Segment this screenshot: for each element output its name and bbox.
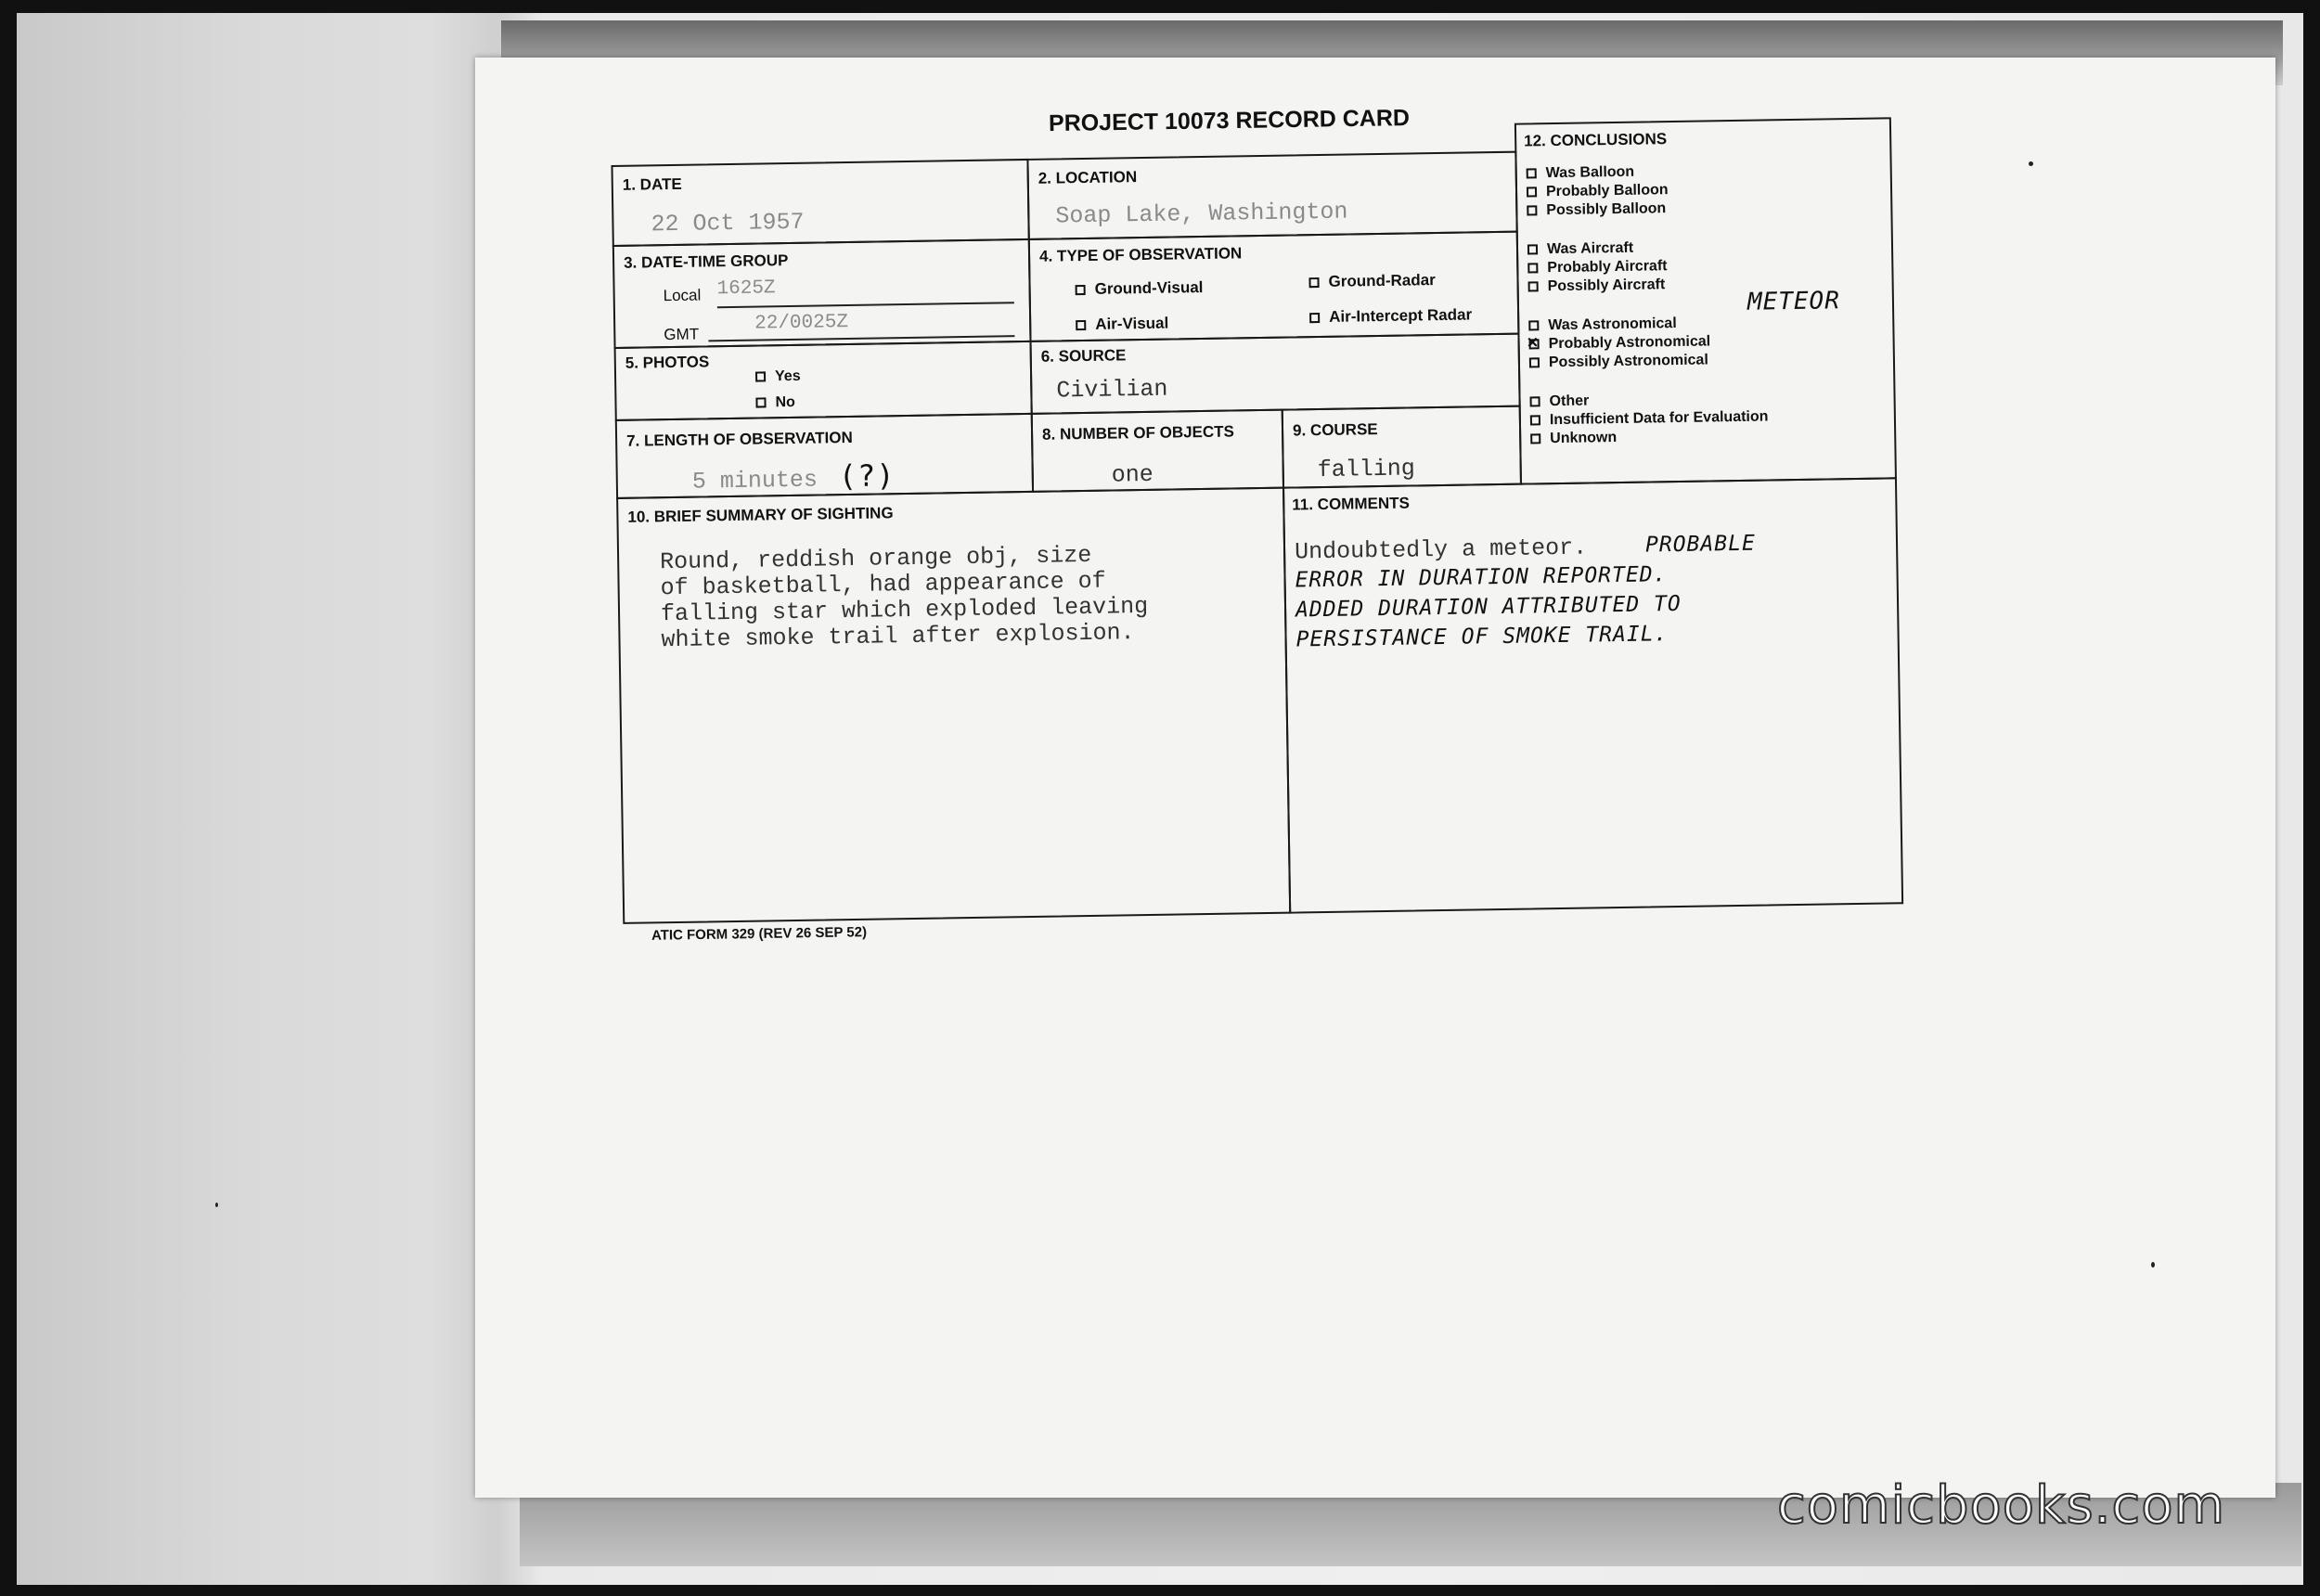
comments-handwritten: PROBABLE xyxy=(1644,531,1757,558)
checkbox-icon xyxy=(1530,416,1540,426)
checkbox-icon xyxy=(1308,277,1319,288)
comments-cell xyxy=(1282,477,1903,913)
date-label: 1. DATE xyxy=(622,174,682,194)
checkbox-icon xyxy=(1527,187,1537,198)
summary-line: Round, reddish orange obj, size xyxy=(659,541,1092,576)
objects-label: 8. NUMBER OF OBJECTS xyxy=(1041,422,1235,444)
dtg-label: 3. DATE-TIME GROUP xyxy=(623,251,789,272)
location-value: Soap Lake, Washington xyxy=(1055,198,1348,230)
checkbox-icon xyxy=(1527,264,1538,274)
conclusion-option[interactable]: Possibly Astronomical xyxy=(1529,352,1708,371)
dtg-gmt-value: 22/0025Z xyxy=(754,312,849,335)
source-value: Civilian xyxy=(1056,375,1168,405)
checkbox-icon xyxy=(1528,282,1539,292)
comments-handwritten: PERSISTANCE OF SMOKE TRAIL. xyxy=(1295,622,1669,652)
conclusion-option[interactable]: Other xyxy=(1529,393,1589,410)
obs-air-intercept-radar[interactable]: Air-Intercept Radar xyxy=(1309,305,1472,327)
course-label: 9. COURSE xyxy=(1292,420,1378,440)
conclusion-option[interactable]: Was Aircraft xyxy=(1527,240,1633,259)
conclusion-option[interactable]: Probably Balloon xyxy=(1527,182,1669,200)
comments-typed: Undoubtedly a meteor. xyxy=(1294,534,1588,566)
source-cell xyxy=(1029,333,1520,415)
conclusion-option[interactable]: Probably Aircraft xyxy=(1527,258,1667,277)
photos-label: 5. PHOTOS xyxy=(625,353,710,372)
length-note: (?) xyxy=(838,457,896,495)
checkbox-icon xyxy=(755,372,766,382)
checkbox-icon xyxy=(1527,169,1537,179)
comments-handwritten: ERROR IN DURATION REPORTED. xyxy=(1295,562,1668,593)
location-label: 2. LOCATION xyxy=(1038,168,1138,187)
conclusion-handwritten-note: METEOR xyxy=(1746,287,1841,316)
comments-handwritten: ADDED DURATION ATTRIBUTED TO xyxy=(1295,591,1682,623)
dtg-cell xyxy=(612,238,1032,349)
obs-ground-radar[interactable]: Ground-Radar xyxy=(1308,271,1436,291)
form-id: ATIC FORM 329 (REV 26 SEP 52) xyxy=(651,924,868,944)
card-title: PROJECT 10073 RECORD CARD xyxy=(1048,105,1411,137)
checkbox-icon xyxy=(1528,321,1539,331)
course-value: falling xyxy=(1317,455,1415,484)
checkbox-icon xyxy=(1076,285,1086,295)
checkbox-icon xyxy=(1530,434,1540,444)
photos-cell xyxy=(614,341,1033,421)
length-value: 5 minutes xyxy=(691,466,818,496)
location-cell xyxy=(1026,151,1517,240)
checkbox-icon xyxy=(1076,320,1086,330)
dust-speck xyxy=(215,1203,218,1207)
watermark: comicbooks.com xyxy=(1777,1475,2226,1536)
conclusion-option[interactable]: Was Balloon xyxy=(1527,164,1635,183)
summary-cell xyxy=(616,487,1291,924)
summary-line: of basketball, had appearance of xyxy=(660,567,1106,602)
conclusion-option[interactable]: Possibly Balloon xyxy=(1527,200,1666,219)
obs-ground-visual[interactable]: Ground-Visual xyxy=(1075,278,1203,299)
length-cell xyxy=(615,413,1034,499)
conclusions-label: 12. CONCLUSIONS xyxy=(1524,130,1668,150)
conclusion-option[interactable]: Possibly Aircraft xyxy=(1528,277,1666,295)
summary-label: 10. BRIEF SUMMARY OF SIGHTING xyxy=(627,504,894,526)
checkbox-icon xyxy=(1527,206,1537,216)
dtg-local-line xyxy=(717,302,1014,308)
dtg-local-value: 1625Z xyxy=(716,277,776,301)
conclusion-option[interactable]: Unknown xyxy=(1530,430,1617,447)
dust-speck xyxy=(2029,161,2033,166)
length-label: 7. LENGTH OF OBSERVATION xyxy=(625,428,853,450)
summary-line: white smoke trail after explosion. xyxy=(661,619,1135,654)
checkbox-icon xyxy=(1529,358,1540,368)
observation-label: 4. TYPE OF OBSERVATION xyxy=(1038,244,1243,265)
conclusion-option[interactable]: Was Astronomical xyxy=(1528,315,1677,335)
obs-air-visual[interactable]: Air-Visual xyxy=(1076,315,1168,335)
photos-no[interactable]: No xyxy=(755,394,795,412)
objects-value: one xyxy=(1111,460,1154,489)
comments-label: 11. COMMENTS xyxy=(1292,494,1411,514)
course-cell xyxy=(1282,405,1522,489)
checkbox-icon xyxy=(755,398,766,408)
record-card-form xyxy=(611,117,1903,924)
dust-speck xyxy=(2151,1262,2155,1268)
observation-cell xyxy=(1028,231,1520,342)
photos-yes[interactable]: Yes xyxy=(755,368,801,386)
conclusions-cell xyxy=(1514,117,1897,484)
conclusion-option[interactable]: Insufficient Data for Evaluation xyxy=(1530,408,1769,429)
dtg-gmt-label: GMT xyxy=(664,325,700,344)
summary-line: falling star which exploded leaving xyxy=(660,592,1149,628)
checkbox-icon xyxy=(1530,397,1540,407)
dtg-local-label: Local xyxy=(663,286,702,305)
date-cell xyxy=(611,159,1029,247)
source-label: 6. SOURCE xyxy=(1040,346,1127,366)
checkbox-icon xyxy=(1527,245,1538,255)
conclusion-option[interactable]: ×Probably Astronomical xyxy=(1528,333,1710,353)
checkbox-icon xyxy=(1529,340,1540,350)
checkbox-icon xyxy=(1309,313,1320,323)
objects-cell xyxy=(1031,409,1284,493)
date-value: 22 Oct 1957 xyxy=(651,208,805,238)
